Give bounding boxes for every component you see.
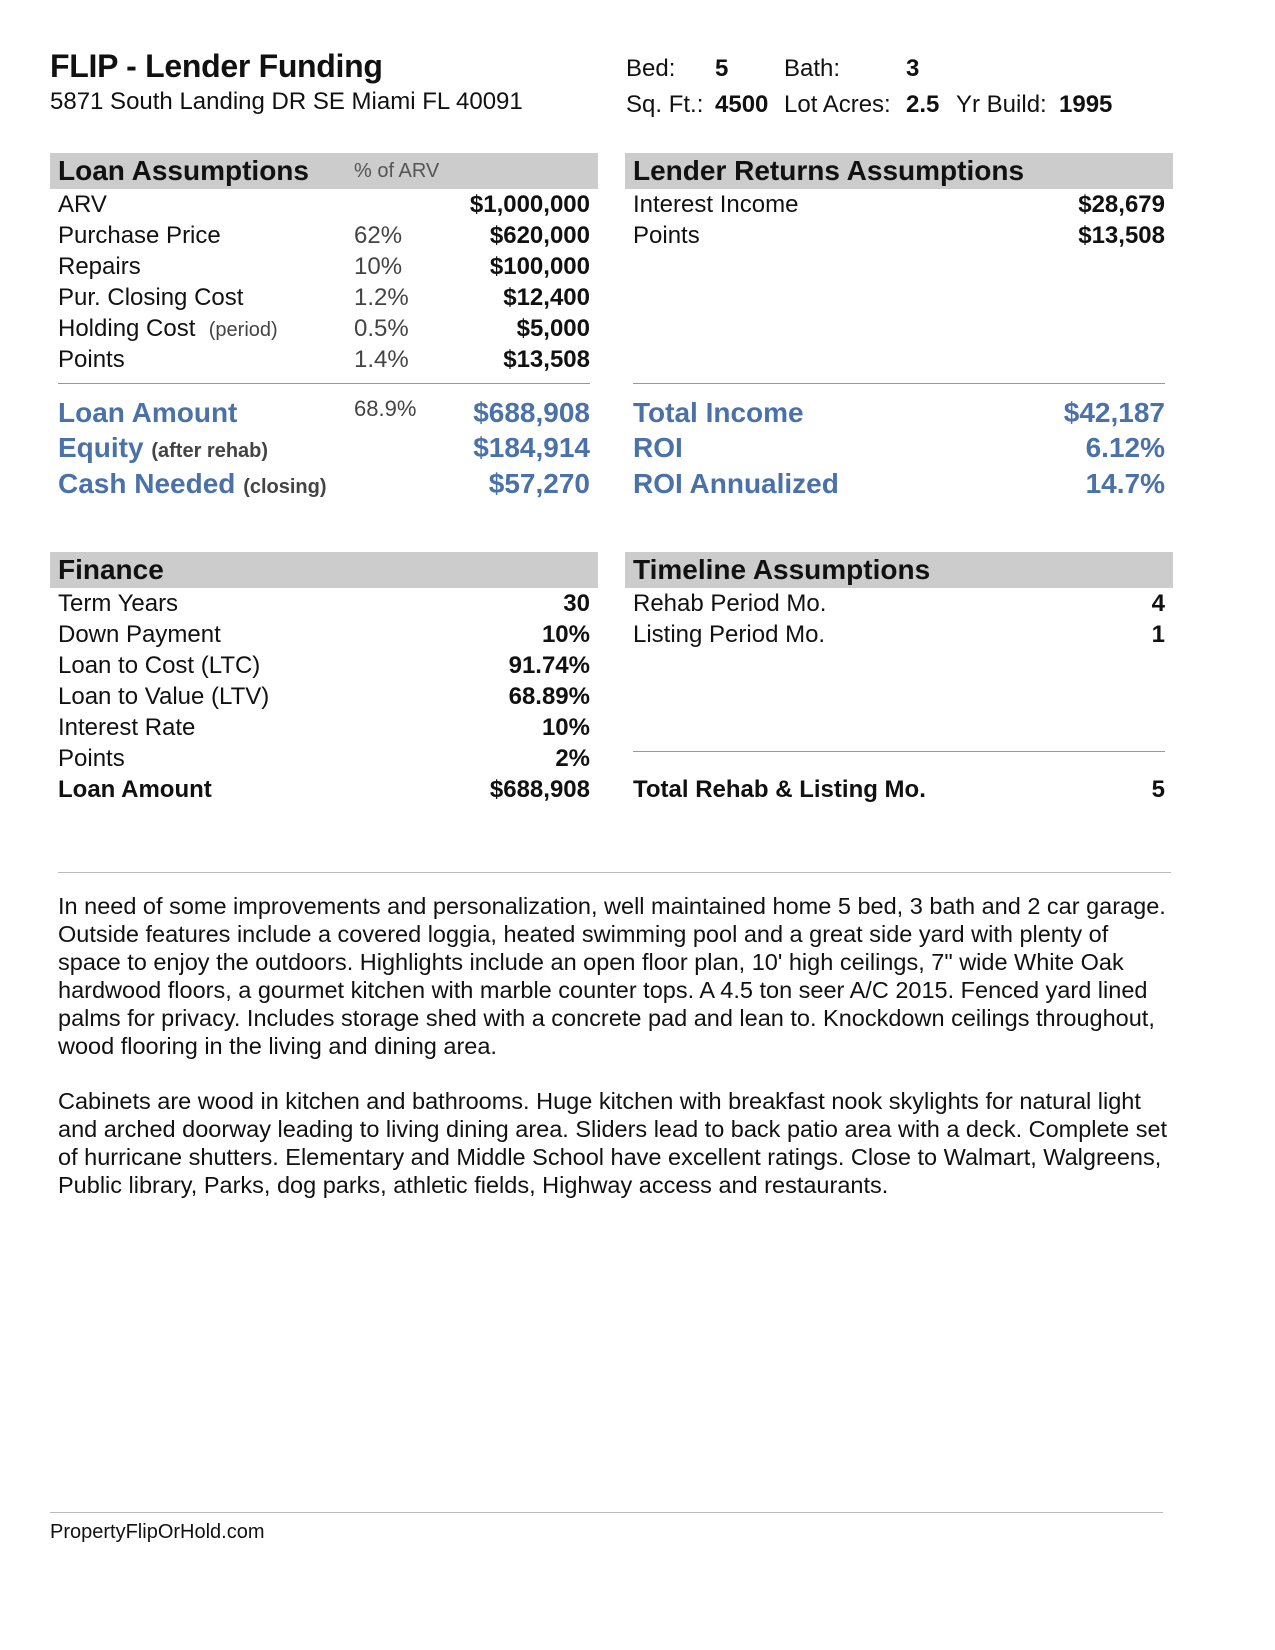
row-label-group bbox=[58, 313, 278, 346]
summary-value: $57,270 bbox=[488, 468, 590, 499]
row-label: Holding Cost bbox=[58, 315, 196, 342]
row-pct: 0.5% bbox=[354, 315, 409, 342]
lender-returns-header bbox=[625, 153, 1173, 189]
row-value: 30 bbox=[563, 590, 590, 617]
loan-row-arv bbox=[58, 189, 590, 220]
summary-pct: 68.9% bbox=[354, 396, 417, 421]
lender-summary-roi bbox=[633, 430, 1165, 466]
bed-value: 5 bbox=[715, 55, 729, 82]
pct-of-arv-subheader: % of ARV bbox=[354, 160, 440, 182]
page-title: FLIP - Lender Funding bbox=[50, 48, 383, 84]
row-value: $13,508 bbox=[503, 346, 590, 373]
loan-row-repairs bbox=[58, 251, 590, 282]
row-value: $5,000 bbox=[516, 315, 590, 342]
row-value: $688,908 bbox=[489, 776, 590, 803]
finance-row-loan-amount bbox=[58, 774, 590, 805]
row-value: 68.89% bbox=[508, 683, 590, 710]
timeline-row-total bbox=[633, 774, 1165, 805]
property-address: 5871 South Landing DR SE Miami FL 40091 bbox=[50, 88, 523, 115]
summary-label: Equity bbox=[58, 432, 144, 463]
finance-header bbox=[50, 552, 598, 588]
finance-row-interest-rate bbox=[58, 712, 590, 743]
lot-value: 2.5 bbox=[906, 91, 940, 118]
footer-site: PropertyFlipOrHold.com bbox=[50, 1521, 265, 1543]
lender-divider bbox=[633, 383, 1165, 384]
description-paragraph-2: Cabinets are wood in kitchen and bathrooms. Huge kitchen with breakfast nook skylights for natural light and arched doorway leading to living dining area. Sliders lead to back patio area with a deck. Complete set of hurricane shutters. Elementary and Middle School have excellent ratings. Close to Walmart, Walgreens, Public library, Parks, dog parks, athletic fields, Highway access and restaurants. bbox=[58, 1088, 1168, 1198]
summary-label: ROI bbox=[633, 432, 683, 463]
row-value: 10% bbox=[541, 714, 590, 741]
row-label: Loan Amount bbox=[58, 776, 212, 803]
row-value: $13,508 bbox=[1078, 222, 1165, 249]
row-pct: 10% bbox=[354, 253, 403, 280]
lender-summary-roi-annualized bbox=[633, 466, 1165, 502]
row-value: 1 bbox=[1151, 621, 1165, 648]
summary-label: Loan Amount bbox=[58, 397, 238, 428]
summary-label-group bbox=[58, 466, 327, 505]
lender-row-points bbox=[633, 220, 1165, 251]
row-pct: 1.4% bbox=[354, 346, 409, 373]
row-label: Interest Rate bbox=[58, 714, 196, 741]
loan-row-points bbox=[58, 344, 590, 375]
row-label: Loan to Value (LTV) bbox=[58, 683, 270, 710]
row-value: $100,000 bbox=[489, 253, 590, 280]
summary-label: Cash Needed bbox=[58, 468, 236, 499]
sqft-value: 4500 bbox=[715, 91, 769, 118]
summary-value: $688,908 bbox=[473, 397, 590, 428]
bed-label: Bed: bbox=[626, 55, 676, 82]
finance-row-ltc bbox=[58, 650, 590, 681]
timeline-header bbox=[625, 552, 1173, 588]
row-value: 2% bbox=[555, 745, 590, 772]
row-pct: 62% bbox=[354, 222, 403, 249]
finance-row-term-years bbox=[58, 588, 590, 619]
loan-row-closing-cost bbox=[58, 282, 590, 313]
lender-row-interest-income bbox=[633, 189, 1165, 220]
summary-value: $184,914 bbox=[473, 432, 590, 463]
finance-row-ltv bbox=[58, 681, 590, 712]
timeline-row-listing bbox=[633, 619, 1165, 650]
year-value: 1995 bbox=[1059, 91, 1113, 118]
row-label: Purchase Price bbox=[58, 222, 221, 249]
row-value: 91.74% bbox=[508, 652, 590, 679]
summary-value: 14.7% bbox=[1085, 468, 1165, 499]
row-value: $620,000 bbox=[489, 222, 590, 249]
row-label: Points bbox=[58, 346, 125, 373]
bath-value: 3 bbox=[906, 55, 920, 82]
row-label: ARV bbox=[58, 191, 107, 218]
row-label: Points bbox=[633, 222, 700, 249]
lot-label: Lot Acres: bbox=[784, 91, 891, 118]
footer-divider bbox=[50, 1512, 1163, 1513]
lender-returns-title: Lender Returns Assumptions bbox=[633, 155, 1025, 186]
summary-note: (after rehab) bbox=[151, 440, 269, 462]
loan-summary-cash-needed bbox=[58, 466, 590, 502]
row-label: Term Years bbox=[58, 590, 179, 617]
row-label: Total Rehab & Listing Mo. bbox=[633, 776, 926, 803]
row-value: $12,400 bbox=[503, 284, 590, 311]
row-label: Loan to Cost (LTC) bbox=[58, 652, 261, 679]
summary-label: Total Income bbox=[633, 397, 804, 428]
row-value: $1,000,000 bbox=[469, 191, 590, 218]
row-label: Pur. Closing Cost bbox=[58, 284, 244, 311]
row-label: Rehab Period Mo. bbox=[633, 590, 827, 617]
lender-summary-total-income bbox=[633, 395, 1165, 431]
finance-title: Finance bbox=[58, 554, 164, 585]
summary-label: ROI Annualized bbox=[633, 468, 839, 499]
summary-note: (closing) bbox=[243, 476, 327, 498]
row-value: $28,679 bbox=[1078, 191, 1165, 218]
row-label: Listing Period Mo. bbox=[633, 621, 826, 648]
row-label: Points bbox=[58, 745, 125, 772]
sqft-label: Sq. Ft.: bbox=[626, 91, 704, 118]
row-label: Repairs bbox=[58, 253, 141, 280]
row-value: 4 bbox=[1151, 590, 1165, 617]
timeline-title: Timeline Assumptions bbox=[633, 554, 931, 585]
row-label: Down Payment bbox=[58, 621, 221, 648]
year-label: Yr Build: bbox=[956, 91, 1047, 118]
loan-assumptions-header bbox=[50, 153, 598, 189]
finance-row-down-payment bbox=[58, 619, 590, 650]
finance-row-points bbox=[58, 743, 590, 774]
loan-assumptions-title: Loan Assumptions bbox=[58, 155, 309, 186]
loan-summary-loan-amount bbox=[58, 395, 590, 431]
loan-summary-equity bbox=[58, 430, 590, 466]
loan-row-holding-cost bbox=[58, 313, 590, 344]
summary-value: $42,187 bbox=[1063, 397, 1165, 428]
summary-label-group bbox=[58, 430, 268, 469]
row-label: Interest Income bbox=[633, 191, 799, 218]
row-value: 10% bbox=[541, 621, 590, 648]
row-value: 5 bbox=[1151, 776, 1165, 803]
loan-row-purchase-price bbox=[58, 220, 590, 251]
row-pct: 1.2% bbox=[354, 284, 409, 311]
timeline-row-rehab bbox=[633, 588, 1165, 619]
description-divider bbox=[58, 872, 1171, 873]
row-note: (period) bbox=[208, 319, 278, 341]
bath-label: Bath: bbox=[784, 55, 841, 82]
description-paragraph-1: In need of some improvements and personalization, well maintained home 5 bed, 3 bath and 2 car garage. Outside features include a covered loggia, heated swimming pool and a great side yard with plenty of space to enjoy the outdoors. Highlights include an open floor plan, 10' high ceilings, 7" wide White Oak hardwood floors, a gourmet kitchen with marble counter tops. A 4.5 ton seer A/C 2015. Fenced yard lined palms for privacy. Includes storage shed with a concrete pad and lean to. Knockdown ceilings throughout, wood flooring in the living and dining area. bbox=[58, 893, 1166, 1059]
summary-value: 6.12% bbox=[1085, 432, 1165, 463]
loan-divider bbox=[58, 383, 590, 384]
timeline-divider bbox=[633, 751, 1165, 752]
